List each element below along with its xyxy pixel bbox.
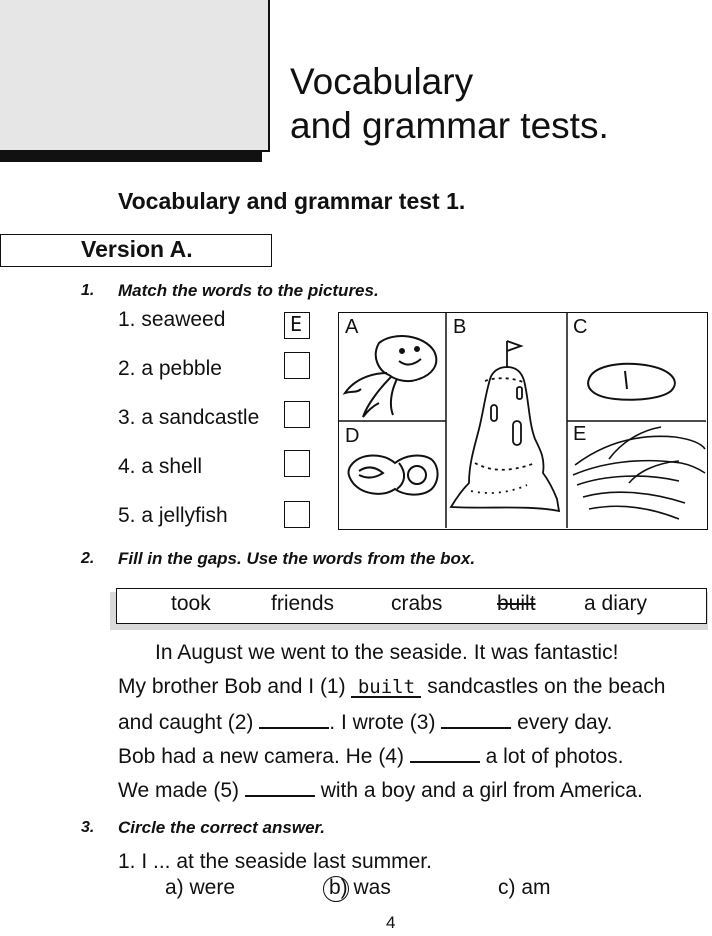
- text-line-3: [118, 709, 613, 735]
- text-line-4-end: a lot of photos.: [485, 745, 624, 768]
- text-line-3-end: every day.: [517, 711, 613, 734]
- page-title: [290, 60, 609, 148]
- text-line-5: [118, 777, 643, 803]
- text-line-2: [118, 675, 665, 699]
- question-1: 1. I ... at the seaside last summer.: [118, 850, 432, 873]
- box-word-friends: friends: [271, 592, 335, 615]
- task3-number: 3.: [81, 819, 95, 836]
- page-number: 4: [386, 913, 396, 932]
- text-line-1: In August we went to the seaside. It was fantastic!: [155, 641, 619, 664]
- word-pebble: 2. a pebble: [118, 357, 222, 380]
- shell-drawing: [349, 456, 438, 495]
- picture-label-b: B: [453, 316, 467, 338]
- box-word-diary: a diary: [584, 592, 648, 615]
- option-b[interactable]: b) was: [329, 876, 391, 899]
- gap-5[interactable]: [245, 777, 315, 797]
- word-jellyfish: 5. a jellyfish: [118, 504, 228, 527]
- answer-box-5[interactable]: [284, 501, 310, 528]
- task2-instruction: Fill in the gaps. Use the words from the box.: [118, 549, 476, 568]
- answer-1-handwritten: E: [290, 312, 303, 336]
- jellyfish-drawing: [345, 336, 436, 417]
- text-line-5-start: We made (5): [118, 779, 239, 802]
- text-line-2-end: sandcastles on the beach: [427, 675, 666, 698]
- gap-4[interactable]: [410, 743, 480, 763]
- word-shell: 4. a shell: [118, 455, 203, 478]
- picture-label-a: A: [345, 316, 359, 338]
- text-line-5-end: with a boy and a girl from America.: [320, 779, 643, 802]
- answer-box-3[interactable]: [284, 401, 310, 428]
- answer-box-2[interactable]: [284, 352, 310, 379]
- text-line-4: [118, 743, 623, 769]
- picture-label-d: D: [345, 425, 360, 447]
- option-c[interactable]: c) am: [498, 876, 551, 899]
- word-seaweed: 1. seaweed: [118, 308, 226, 331]
- text-line-3-start: and caught (2): [118, 711, 254, 734]
- sandcastle-drawing: [451, 341, 559, 511]
- test-title: Vocabulary and grammar test 1.: [118, 188, 466, 214]
- gap-1-filled[interactable]: built: [351, 678, 421, 698]
- box-word-built-crossed: built: [497, 592, 536, 615]
- text-line-2-start: My brother Bob and I (1): [118, 675, 346, 698]
- gap-3[interactable]: [441, 709, 511, 729]
- task3-instruction: Circle the correct answer.: [118, 818, 325, 837]
- version-label: Version A.: [81, 236, 193, 262]
- task1-instruction: Match the words to the pictures.: [118, 281, 379, 300]
- page-title-line1: Vocabulary: [290, 61, 474, 102]
- box-word-crabs: crabs: [391, 592, 443, 615]
- header-grey-block: [0, 0, 270, 152]
- option-a[interactable]: a) were: [165, 876, 236, 899]
- page-title-line2: and grammar tests.: [290, 105, 609, 146]
- box-word-took: took: [171, 592, 211, 615]
- word-sandcastle: 3. a sandcastle: [118, 406, 260, 429]
- text-line-4-start: Bob had a new camera. He (4): [118, 745, 404, 768]
- answer-box-4[interactable]: [284, 450, 310, 477]
- picture-grid: [338, 312, 708, 530]
- task2-number: 2.: [81, 550, 95, 567]
- picture-label-c: C: [573, 316, 588, 338]
- pebble-drawing: [588, 364, 675, 400]
- text-line-3-mid: . I wrote (3): [329, 711, 436, 734]
- task1-number: 1.: [81, 282, 95, 299]
- picture-label-e: E: [573, 423, 587, 445]
- gap-2[interactable]: [259, 709, 329, 729]
- seaweed-drawing: [573, 427, 705, 519]
- picture-grid-drawing: [339, 313, 706, 528]
